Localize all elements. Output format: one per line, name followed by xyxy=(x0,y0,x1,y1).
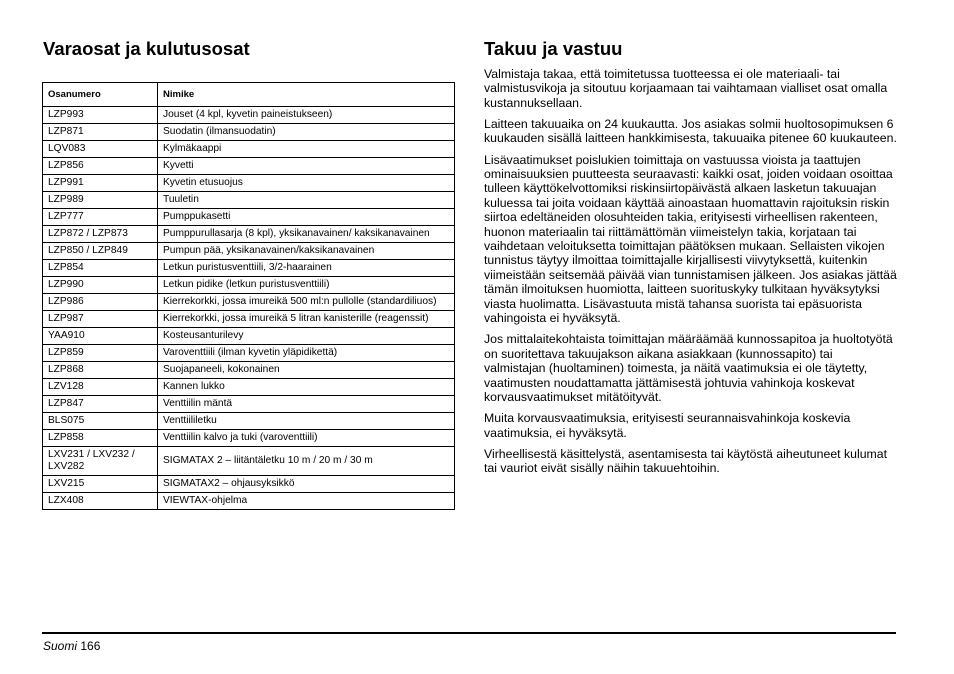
item-name-cell: Kannen lukko xyxy=(158,379,455,396)
table-row xyxy=(43,379,455,396)
item-name-cell: Kyvetti xyxy=(158,158,455,175)
warranty-paragraph: Muita korvausvaatimuksia, erityisesti seurannaisvahinkoja koskevia vaatimuksia, ei hyväksytä. xyxy=(484,411,851,440)
part-number-cell: LZP858 xyxy=(43,430,158,447)
table-row xyxy=(43,493,455,510)
table-row xyxy=(43,311,455,328)
item-name-cell: SIGMATAX 2 – liitäntäletku 10 m / 20 m / 30 m xyxy=(158,447,455,476)
table-row xyxy=(43,362,455,379)
section-title-warranty: Takuu ja vastuu xyxy=(484,38,623,59)
page-footer xyxy=(43,639,100,653)
part-number-cell: LZP859 xyxy=(43,345,158,362)
table-row xyxy=(43,413,455,430)
table-row xyxy=(43,396,455,413)
table-row xyxy=(43,192,455,209)
part-number-cell: LZP991 xyxy=(43,175,158,192)
table-row xyxy=(43,294,455,311)
table-row xyxy=(43,476,455,493)
footer-language: Suomi xyxy=(43,639,78,653)
item-name-cell: Venttiilin mäntä xyxy=(158,396,455,413)
column-header-part-number: Osanumero xyxy=(43,83,158,107)
item-name-cell: Kierrekorkki, jossa imureikä 500 ml:n pullolle (standardiliuos) xyxy=(158,294,455,311)
item-name-cell: Kosteusanturilevy xyxy=(158,328,455,345)
part-number-cell: LZP847 xyxy=(43,396,158,413)
table-row xyxy=(43,209,455,226)
part-number-cell: BLS075 xyxy=(43,413,158,430)
warranty-text xyxy=(484,67,897,482)
table-row xyxy=(43,328,455,345)
item-name-cell: Venttiilin kalvo ja tuki (varoventtiili) xyxy=(158,430,455,447)
item-name-cell: Suojapaneeli, kokonainen xyxy=(158,362,455,379)
table-row xyxy=(43,345,455,362)
part-number-cell: LZP871 xyxy=(43,124,158,141)
item-name-cell: Kyvetin etusuojus xyxy=(158,175,455,192)
table-row xyxy=(43,243,455,260)
table-body xyxy=(43,107,455,510)
footer-divider xyxy=(42,632,896,634)
warranty-paragraph: Virheellisestä käsittelystä, asentamisesta tai käytöstä aiheutuneet kulumat tai vauriot eivät sisälly näihin takuuehtoihin. xyxy=(484,446,888,476)
part-number-cell: LZX408 xyxy=(43,493,158,510)
part-number-cell: LZP850 / LZP849 xyxy=(43,243,158,260)
table-row xyxy=(43,107,455,124)
part-number-cell: LZP993 xyxy=(43,107,158,124)
part-number-cell: LZP868 xyxy=(43,362,158,379)
item-name-cell: Varoventtiili (ilman kyvetin yläpidikettä) xyxy=(158,345,455,362)
table-row xyxy=(43,430,455,447)
warranty-paragraph: Lisävaatimukset poislukien toimittaja on vastuussa vioista ja taattujen ominaisuuksien puutteesta seuraavasti: kaikki osat, joiden voidaan osoittaa tulleen käyttökelvottomiksi riskinsiirtopäivästä alkaen lasketun takuuajan kuluessa tai joita voidaan käyttää ainoastaan huomattavin rajoituksin riskin siirtoa edeltäneiden olosuhteiden takia, erityisesti virheellisen rakenteen, huonon materiaalin tai riittämättömän viimeistelyn takia, korjataan tai vaihdetaan veloituksetta toimittajan päätöksen mukaan. Sellaisten vikojen tunnistus täytyy ilmoittaa toimittajalle kirjallisesti viivytyksettä, kuitenkin viimeistään seitsemää päivää vian tunnistamisen jälkeen. Jos asiakas jättää tämän ilmoituksen huomiotta, laitteen suorituskyky tulkitaan hyväksytyksi viasta huolimatta. Lisävastuuta mistä tahansa suorista tai epäsuorista vahingoista ei hyväksytä. xyxy=(484,152,897,326)
part-number-cell: LZV128 xyxy=(43,379,158,396)
item-name-cell: Kylmäkaappi xyxy=(158,141,455,158)
item-name-cell: Letkun puristusventtiili, 3/2-haarainen xyxy=(158,260,455,277)
warranty-paragraph: Jos mittalaitekohtaista toimittajan määräämää kunnossapitoa ja huoltotyötä on suoritettava takuujakson aikana asiakkaan (kunnossapito) tai valmistajan (huoltaminen) toimesta, ja näitä vaatimuksia ei ole täytetty, vaatimusten noudattamatta jättämisestä johtuvia vahinkoja koskevat korvausvaatimukset mitätöityvät. xyxy=(484,332,893,404)
table-row xyxy=(43,447,455,476)
item-name-cell: Pumppukasetti xyxy=(158,209,455,226)
part-number-cell: LZP986 xyxy=(43,294,158,311)
item-name-cell: Pumpun pää, yksikanavainen/kaksikanavainen xyxy=(158,243,455,260)
column-header-item-name: Nimike xyxy=(158,83,455,107)
warranty-paragraph: Valmistaja takaa, että toimitetussa tuotteessa ei ole materiaali- tai valmistusvikoja ja sitoutuu korjaamaan tai vaihtamaan vialliset osat omalla kustannuksellaan. xyxy=(484,67,888,110)
part-number-cell: LZP990 xyxy=(43,277,158,294)
part-number-cell: LZP989 xyxy=(43,192,158,209)
part-number-cell: YAA910 xyxy=(43,328,158,345)
spare-parts-table xyxy=(42,82,455,510)
item-name-cell: VIEWTAX-ohjelma xyxy=(158,493,455,510)
part-number-cell: LZP872 / LZP873 xyxy=(43,226,158,243)
warranty-paragraph: Laitteen takuuaika on 24 kuukautta. Jos asiakas solmii huoltosopimuksen 6 kuukauden sisällä laitteen hankkimisesta, takuuaika pitenee 60 kuukauteen. xyxy=(484,117,897,146)
table-row xyxy=(43,277,455,294)
table-row xyxy=(43,124,455,141)
table-row xyxy=(43,141,455,158)
part-number-cell: LZP854 xyxy=(43,260,158,277)
item-name-cell: Venttiililetku xyxy=(158,413,455,430)
table-header-row xyxy=(43,83,455,107)
item-name-cell: Kierrekorkki, jossa imureikä 5 litran kanisterille (reagenssit) xyxy=(158,311,455,328)
table-row xyxy=(43,175,455,192)
part-number-cell: LZP777 xyxy=(43,209,158,226)
part-number-cell: LXV215 xyxy=(43,476,158,493)
item-name-cell: Pumppurullasarja (8 kpl), yksikanavainen/ kaksikanavainen xyxy=(158,226,455,243)
item-name-cell: Tuuletin xyxy=(158,192,455,209)
page-number: 166 xyxy=(80,639,101,653)
part-number-cell: LZP987 xyxy=(43,311,158,328)
part-number-cell: LZP856 xyxy=(43,158,158,175)
table-row xyxy=(43,260,455,277)
part-number-cell: LXV231 / LXV232 / LXV282 xyxy=(43,447,158,476)
item-name-cell: Jouset (4 kpl, kyvetin paineistukseen) xyxy=(158,107,455,124)
table-row xyxy=(43,226,455,243)
table-row xyxy=(43,158,455,175)
item-name-cell: Suodatin (ilmansuodatin) xyxy=(158,124,455,141)
item-name-cell: Letkun pidike (letkun puristusventtiili) xyxy=(158,277,455,294)
section-title-spare-parts: Varaosat ja kulutusosat xyxy=(43,38,250,59)
part-number-cell: LQV083 xyxy=(43,141,158,158)
item-name-cell: SIGMATAX2 – ohjausyksikkö xyxy=(158,476,455,493)
